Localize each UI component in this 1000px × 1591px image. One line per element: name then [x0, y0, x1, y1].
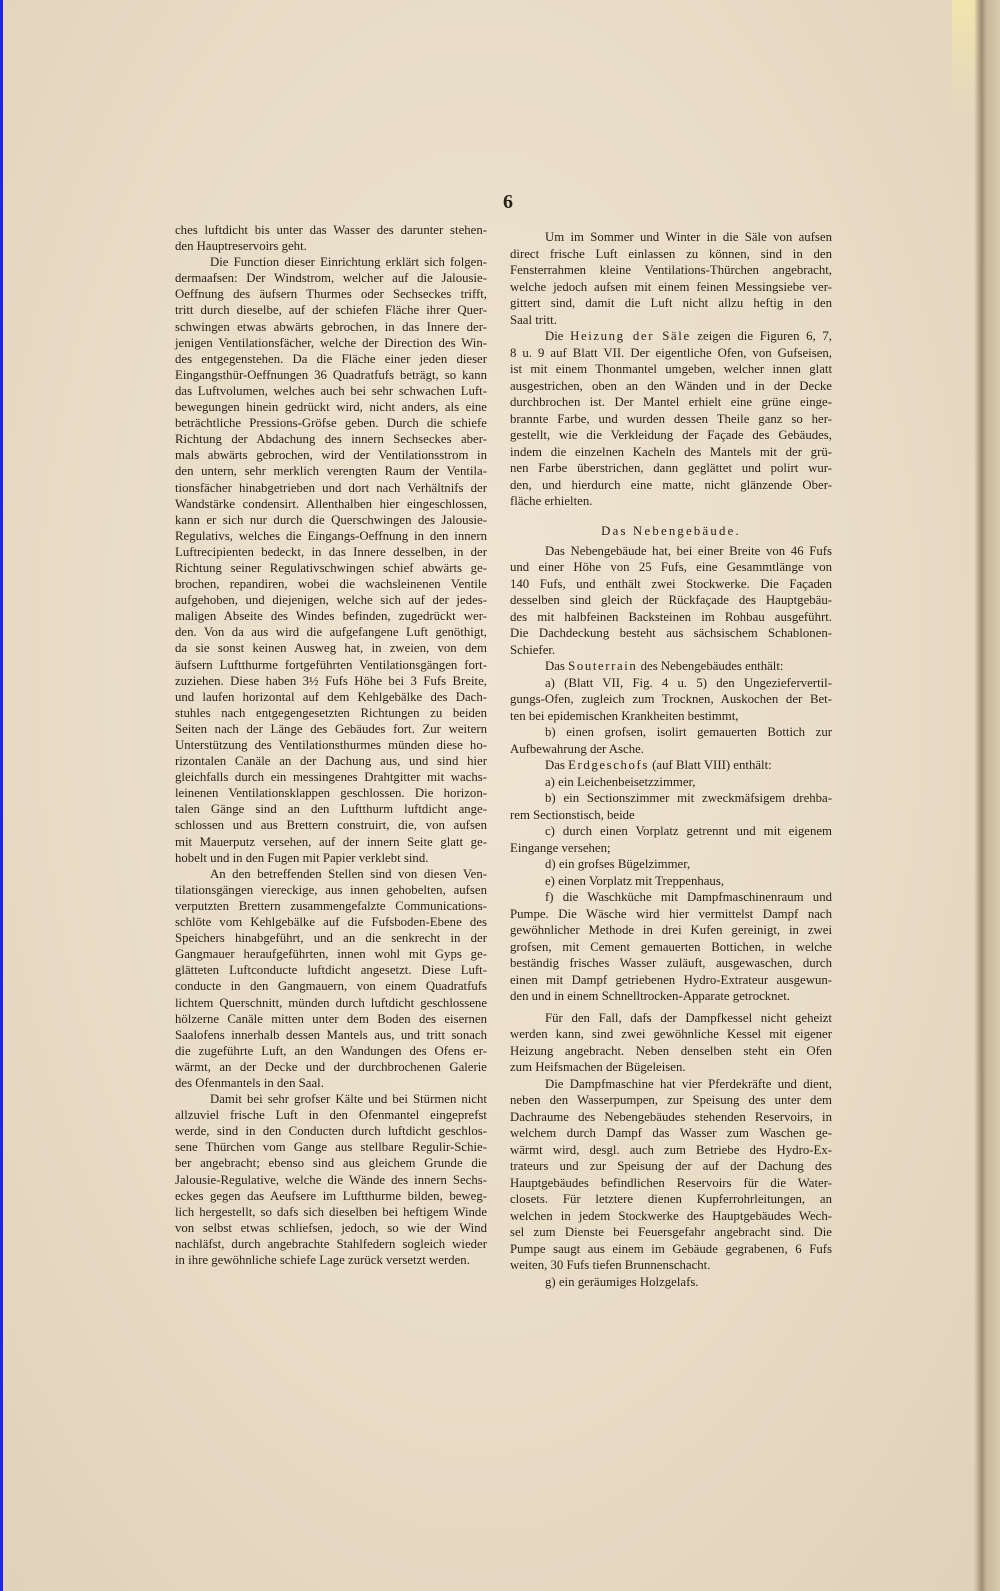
text-line: äufsern Luftthurme fortgeführten Ventilationsgängen fort- [175, 657, 487, 672]
text-line: a) (Blatt VII, Fig. 4 u. 5) den Ungeziefervertil- [545, 675, 832, 690]
text-line: Hauptgebäudes befindlichen Reservoirs für die Water- [510, 1175, 832, 1190]
paragraph [510, 1010, 832, 1076]
text-line: Aufbewahrung der Asche. [510, 741, 644, 756]
page-number: 6 [503, 191, 513, 213]
text-line: b) einen grofsen, isolirt gemauerten Bottich zur [545, 725, 832, 739]
text-line: da sie sonst keinen Ausweg hat, in zweien, von dem [175, 641, 487, 656]
text-line: Für den Fall, dafs der Dampfkessel nicht geheizt [545, 1010, 832, 1025]
text-line: tritt durch dieselbe, auf der schiefen Fläche ihrer Quer- [175, 303, 487, 318]
text-line: welchen in jedem Stockwerke des Hauptgebäudes Wech- [510, 1208, 832, 1223]
text-line: aufgehoben, und diejenigen, welche sich auf der jedes- [175, 593, 487, 608]
text-line: trateurs und zur Speisung der auf der Dachung des [510, 1159, 832, 1173]
paragraph [175, 222, 487, 254]
text-line: Richtung seiner Regulativschwingen schief abwärts ge- [175, 560, 487, 575]
list-item [510, 889, 832, 1005]
text-line: Fensterrahmen kleine Ventilations-Thürchen angebracht, [510, 263, 832, 277]
text-line: tionsfächer hinabgetrieben und dort nach Verhältnifs der [175, 480, 487, 495]
text-line: mals abwärts gebrochen, wird der Ventilationsstrom in [175, 448, 487, 463]
text-line: Richtung der Abdachung des innern Sechseckes aber- [175, 432, 487, 447]
text-line: Regulativs, welches die Eingangs-Oeffnung in den innern [175, 528, 487, 543]
text-segment: Das [545, 659, 569, 673]
text-line: die zugeführte Luft, an den Wandungen des Ofens er- [175, 1043, 487, 1058]
text-line: welchem durch Dampf das Wasser zum Waschen ge- [510, 1126, 832, 1140]
text-line: brannte Farbe, und wurden dessen Theile ganz so her- [510, 411, 832, 426]
text-line: closets. Für letztere dienen Kupferrohrleitungen, an [510, 1192, 832, 1206]
text-line: direct frische Luft einlassen zu können, sind in den [510, 246, 832, 261]
text-line: schlossen und aus Brettern construirt, die, von aufsen [175, 818, 487, 833]
text-line: werden kann, sind zwei gewöhnliche Kessel mit eigener [510, 1027, 832, 1041]
paragraph [175, 254, 487, 866]
text-line: und laufen horizontal auf dem Kehlgebälke des Dach- [175, 689, 487, 704]
text-line: Pumpe. Die Wäsche wird hier vermittelst Dampf nach [510, 906, 832, 921]
text-line: rem Sectionstisch, beide [510, 807, 635, 822]
text-line: zuziehen. Diese haben 3½ Fufs Höhe bei 3 Fufs Breite, [175, 673, 487, 688]
right-text-column [510, 229, 832, 1290]
text-line: von selbst etwas schliefsen, jedoch, so wie der Wind [175, 1220, 487, 1235]
text-line: Jalousie-Regulative, welche die Wände des innern Sechs- [175, 1172, 487, 1187]
text-line: den untern, sehr merklich verengten Raum der Ventila- [175, 464, 487, 479]
text-line: d) ein grofses Bügelzimmer, [545, 857, 691, 871]
list-item [510, 774, 832, 791]
text-line: leinenen Ventilationsklappen geschlossen. Die horizon- [175, 786, 487, 801]
text-line: c) durch einen Vorplatz getrennt und mit eigenem [545, 824, 832, 838]
text-line: Die Dampfmaschine hat vier Pferdekräfte und dient, [545, 1076, 832, 1091]
text-line: Die Dachdeckung besteht aus sächsischem Schablonen- [510, 626, 832, 640]
text-line: Wandstärke condensirt. Allenthalben hier eingeschlossen, [175, 496, 487, 511]
text-line: bewegungen hinein gedrückt wird, nicht anders, als eine [175, 400, 487, 415]
text-line: Pumpe saugt aus einem im Gebäude gegrabenen, 6 Fufs [510, 1241, 832, 1256]
text-line: den. Von da aus wird die aufgefangene Luft genöthigt, [175, 625, 487, 640]
text-line: maligen Abseite des Windes befinden, zugedrückt wer- [175, 609, 487, 624]
text-line: nen Farbe überstrichen, dann geglättet und polirt wur- [510, 461, 832, 475]
paragraph [175, 866, 487, 1091]
text-line: ist mit einem Thonmantel umgeben, welcher innen glatt [510, 362, 832, 376]
text-segment: Das [545, 758, 569, 772]
text-line: Eingangsthür-Oeffnungen 36 Quadratfufs beträgt, so kann [175, 367, 487, 382]
paragraph [510, 658, 832, 675]
text-line: hobelt und in den Fugen mit Papier verklebt sind. [175, 850, 429, 865]
text-line: kann er sich nur durch die Querschwingen des Jalousie- [175, 512, 487, 527]
text-line: gungs-Ofen, zugleich zum Trocknen, Auskochen der Bet- [510, 692, 832, 706]
text-segment: Die [545, 329, 571, 343]
text-line: Seiten nach der Länge des Gebäudes fort. Zur weitern [175, 721, 487, 736]
text-line: des entgegenstehen. Da die Fläche einer jeden dieser [175, 351, 487, 366]
spaced-emphasis: Souterrain [568, 659, 638, 673]
text-line: ber angebracht; ebenso sind aus gleichem Grunde die [175, 1156, 487, 1171]
text-line: allzuviel frische Luft in den Ofenmantel eingeprefst [175, 1108, 487, 1123]
text-line: beständig frisches Wasser zuläuft, ausgewaschen, durch [510, 956, 832, 970]
text-line: b) ein Sectionszimmer mit zweckmäfsigem drehba- [545, 791, 832, 805]
section-heading: Das Nebengebäude. [601, 523, 741, 538]
text-line: ausgestrichen, oben an den Wänden und in der Decke [510, 378, 832, 393]
text-line: das Luftvolumen, welches auch bei sehr schwachen Luft- [175, 383, 487, 398]
text-line: schlöte vom Kehlgebälke auf die Fufsboden-Ebene des [175, 915, 487, 930]
text-line: lich hergestellt, so dafs sich dieselben bei heftigem Winde [175, 1204, 487, 1219]
text-line: dermaafsen: Der Windstrom, welcher auf die Jalousie- [175, 271, 487, 286]
text-line: Heizung angebracht. Neben denselben steht ein Ofen [510, 1043, 832, 1058]
text-line [510, 757, 832, 774]
text-line: wärmt wird, desgl. auch zum Betriebe des Hydro-Ex- [510, 1142, 832, 1157]
paragraph [510, 543, 832, 659]
text-line: lichtem Querschnitt, münden durch luftdicht geschlossene [175, 995, 487, 1010]
text-line: sene Thürchen vom Gange aus stellbare Regulir-Schie- [175, 1140, 487, 1155]
text-line [510, 328, 832, 345]
text-line: Eingange versehen; [510, 840, 611, 855]
text-segment: des Nebengebäudes enthält: [637, 659, 784, 673]
list-item [510, 1274, 832, 1291]
spaced-emphasis: Erdgeschofs [568, 758, 649, 772]
paragraph [510, 1076, 832, 1274]
text-line: An den betreffenden Stellen sind von diesen Ven- [210, 866, 487, 881]
text-line: Schiefer. [510, 642, 556, 657]
list-item [510, 856, 832, 873]
paragraph [510, 229, 832, 328]
text-line: tilationsgängen viereckige, aus innen gehobelten, aufsen [175, 882, 487, 897]
text-line: durchbrochen ist. Der Mantel erhielt eine grüne einge- [510, 395, 832, 409]
text-line: des mit halbfeinen Backsteinen im Rohbau ausgeführt. [510, 609, 832, 624]
text-line: hölzerne Canäle mitten unter dem Boden des eisernen [175, 1011, 487, 1026]
text-line: grofsen, mit Cement gemauerten Bottichen, in welche [510, 939, 832, 954]
text-line: werde, sind in den Conducten durch luftdicht geschlos- [175, 1124, 487, 1139]
text-segment: (auf Blatt VIII) enthält: [648, 758, 772, 772]
text-line: Saalofens innerhalb dessen Mantels aus, und tritt sonach [175, 1027, 487, 1042]
text-line: Saal tritt. [510, 312, 557, 327]
spaced-emphasis: Heizung der Säle [570, 329, 691, 343]
text-line: Um im Sommer und Winter in die Säle von aufsen [545, 230, 832, 244]
scan-edge-line [0, 0, 3, 1591]
text-line: wärmt, an der Decke und der durchbrochenen Galerie [175, 1059, 487, 1074]
list-item [510, 823, 832, 856]
text-line: gestellt, wie die Verkleidung der Façade des Gebäudes, [510, 428, 832, 442]
text-line: verputzten Brettern zusammengefalzte Communications- [175, 898, 487, 913]
text-line: beträchtliche Pressions-Gröfse geben. Durch die schiefe [175, 416, 487, 431]
left-text-column [175, 222, 487, 1268]
text-line: eckes gegen das Aeufsere im Luftthurme bilden, beweg- [175, 1188, 487, 1203]
text-line: Speichers hinabgeführt, und an die senkrecht in der [175, 931, 487, 946]
text-line: Dachraume des Nebengebäudes stehenden Reservoirs, in [510, 1109, 832, 1124]
text-line: zum Heifsmachen der Bügeleisen. [510, 1060, 686, 1074]
text-line: gleichfalls durch ein messingenes Drahtgitter mit wachs- [175, 770, 487, 785]
text-line: Luftrecipienten bedeckt, in das Innere desselben, in der [175, 544, 487, 559]
list-item [510, 790, 832, 823]
text-line: rizontalen Canäle an der Dachung aus, und sind hier [175, 754, 487, 769]
text-segment: zeigen die Figuren 6, 7, [690, 329, 832, 343]
list-item [510, 873, 832, 890]
text-line: den, und hierdurch eine matte, nicht glänzende Ober- [510, 477, 832, 492]
text-line [510, 658, 832, 675]
text-line: nachläfst, durch angebrachte Stahlfedern sogleich wieder [175, 1236, 487, 1251]
text-line: f) die Waschküche mit Dampfmaschinenraum und [545, 890, 832, 904]
text-line: 140 Fufs, und enthält zwei Stockwerke. Die Façaden [510, 576, 832, 591]
paragraph [510, 757, 832, 774]
text-line: des Ofenmantels in den Saal. [175, 1075, 324, 1090]
text-line: ches luftdicht bis unter das Wasser des darunter stehen- [175, 223, 487, 237]
page-edge-right [974, 0, 1000, 1591]
text-line: Das Nebengebäude hat, bei einer Breite von 46 Fufs [545, 543, 832, 558]
text-line: glätteten Luftconducte luftdicht angesetzt. Diese Luft- [175, 963, 487, 978]
text-line: a) ein Leichenbeisetzzimmer, [545, 774, 696, 789]
text-line: mit Mauerputz versehen, auf der innern Seite glatt ge- [175, 834, 487, 849]
text-line: Oeffnung des äufsern Thurmes oder Sechseckes trifft, [175, 287, 487, 302]
text-line: e) einen Vorplatz mit Treppenhaus, [545, 873, 725, 888]
text-line: sel zum Dienste bei Feuersgefahr angebracht sind. Die [510, 1225, 832, 1239]
text-line: weiten, 30 Fufs tiefen Brunnenschacht. [510, 1258, 711, 1272]
text-line: 8 u. 9 auf Blatt VII. Der eigentliche Ofen, von Gufseisen, [510, 345, 832, 360]
text-line: schwingen etwas abwärts gebrochen, in das Innere der- [175, 319, 487, 334]
text-line: gittert sind, damit die Luft nicht allzu heftig in den [510, 296, 832, 310]
text-line: conducte in den Gangmauern, von einem Quadratfufs [175, 979, 487, 994]
text-line: den und in einem Schnelltrocken-Apparate getrocknet. [510, 989, 791, 1003]
text-line: stuhles nach entgegengesetzten Richtungen zu beiden [175, 705, 487, 720]
text-line: jenigen Ventilationsfächer, welche der Direction des Win- [175, 335, 487, 350]
text-line: indem die einzelnen Kacheln des Mantels mit der grü- [510, 444, 832, 459]
text-line: Damit bei sehr grofser Kälte und bei Stürmen nicht [210, 1092, 487, 1107]
text-line: g) ein geräumiges Holzgelafs. [545, 1274, 699, 1289]
text-line: brochen, repandiren, wobei die wachsleinenen Ventile [175, 577, 487, 592]
text-line: neben den Wasserpumpen, zur Speisung des unter dem [510, 1093, 832, 1107]
text-line: Unterstützung des Ventilationsthurmes münden diese ho- [175, 738, 487, 752]
text-line: Die Function dieser Einrichtung erklärt sich folgen- [210, 255, 487, 270]
text-line: und einer Höhe von 25 Fufs, eine Gesammtlänge von [510, 560, 832, 574]
paragraph [510, 328, 832, 510]
paragraph [175, 1091, 487, 1268]
text-line: fläche erhielten. [510, 494, 593, 508]
text-line: Gangmauer heraufgeführten, innen wohl mit Gyps ge- [175, 947, 487, 962]
text-line: gewöhnlicher Methode in drei Kufen gereinigt, in zwei [510, 923, 832, 937]
text-line: ten bei epidemischen Krankheiten bestimmt, [510, 708, 739, 723]
text-line: welche jedoch aufsen mit einem feinen Messingsiebe ver- [510, 279, 832, 294]
list-item [510, 724, 832, 757]
text-line: talen Gänge sind an den Luftthurm luftdicht ange- [175, 802, 487, 817]
text-line: in ihre gewöhnliche schiefe Lage zurück versetzt werden. [175, 1253, 470, 1267]
list-item [510, 675, 832, 725]
text-line: desselben sind gleich der Rückfaçade des Hauptgebäu- [510, 593, 832, 607]
text-line: den Hauptreservoirs geht. [175, 239, 307, 254]
text-line: einen mit Dampf getriebenen Hydro-Extrateur ausgewun- [510, 972, 832, 987]
